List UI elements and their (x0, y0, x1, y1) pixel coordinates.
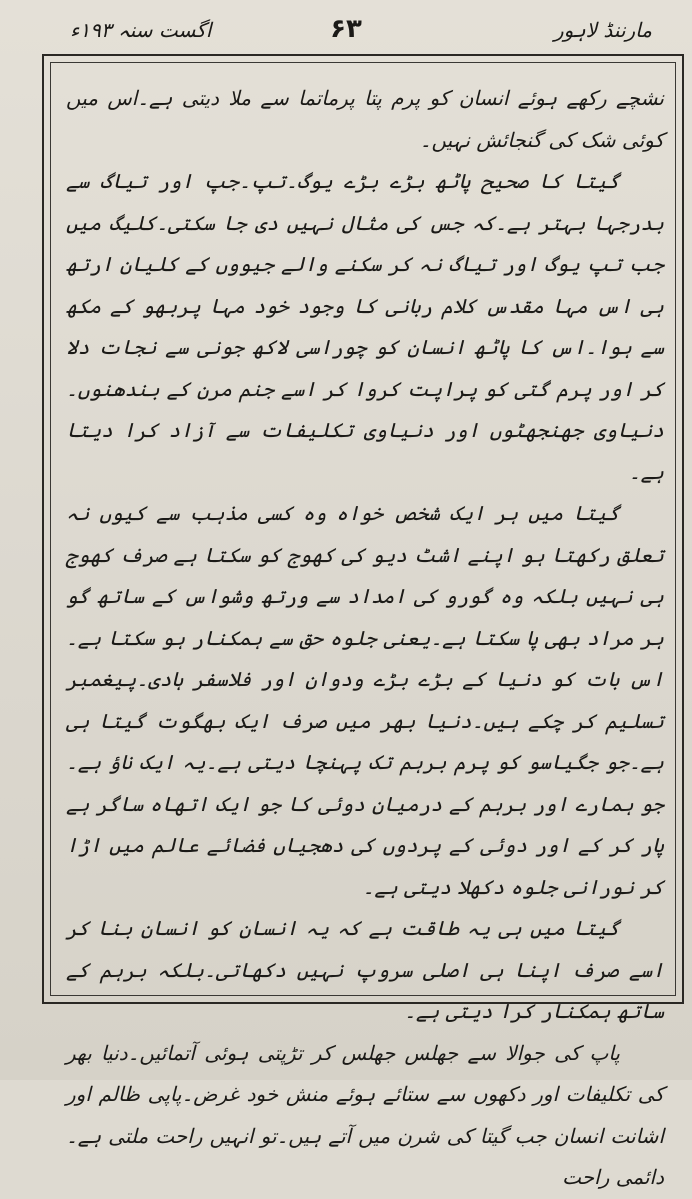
paragraph: گیتا میں ہی یہ طاقت ہے کہ یہ انسان کو انسان بنا کر اسے صرف اپنا ہی اصلی سروپ نہیں دکھاتی۔بلکہ برہم کے ساتھ ہمکنار کرا دیتی ہے۔ (66, 916, 664, 1023)
page-header (30, 12, 662, 52)
page-number: ۶۳ (330, 14, 362, 44)
paragraph: نشچے رکھے ہوئے انسان کو پرم پتا پرماتما سے ملا دیتی ہے۔اس میں کوئی شک کی گنجائش نہیں۔ (66, 86, 664, 152)
text-frame (42, 54, 684, 1189)
article-body (66, 78, 664, 1199)
paragraph: گیتا کا صحیح پاٹھ بڑے بڑے یوگ۔تپ۔جپ اور تیاگ سے بدرجہا بہتر ہے۔کہ جس کی مثال نہیں دی جا سکتی۔کلیگ میں جب تپ یوگ اور تیاگ نہ کر سکنے والے جیووں کے کلیان ارتھ ہی اس مہا مقدس کلام ربانی کا وجود خود مہا پربھو کے مکھ سے ہوا۔اس کا پاٹھ انسان کو چوراسی لاکھ جونی سے نجات دلا کر اور پرم گتی کو پراپت کروا کر اسے جنم مرن کے بندھنوں۔دنیاوی جھنجھٹوں اور دنیاوی تکلیفات سے آزاد کرا دیتا ہے۔ (66, 169, 664, 484)
paragraph: گیتا میں ہر ایک شخص خواہ وہ کسی مذہب سے کیوں نہ تعلق رکھتا ہو اپنے اشٹ دیو کی کھوج کو سکتا ہے صرف کھوج ہی نہیں بلکہ وہ گورو کی امداد سے ورتھ وشواس کے ساتھ گو ہر مراد بھی پا سکتا ہے۔یعنی جلوہ حق سے ہمکنار ہو سکتا ہے۔اس بات کو دنیا کے بڑے بڑے ودوان اور فلاسفر ہادی۔پیغمبر تسلیم کر چکے ہیں۔دنیا بھر میں صرف ایک بھگوت گیتا ہی ہے۔جو جگیاسو کو پرم برہم تک پہنچا دیتی ہے۔یہ ایک ناؤ ہے۔جو ہمارے اور برہم کے درمیان دوئی کا جو ایک اتھاہ ساگر ہے پار کر کے اور دوئی کے پردوں کی دھجیاں فضائے عالم میں اڑا کر نورانی جلوہ دکھلا دیتی ہے۔ (66, 501, 664, 899)
header-date: اگست سنہ ۱۹۳ء (70, 18, 212, 42)
paragraph: پاپ کی جوالا سے جھلس جھلس کر تڑپتی ہوئی آتمائیں۔دنیا بھر کی تکلیفات اور دکھوں سے ستائے ہوئے منش خود غرض۔پاپی ظالم اور اشانت انسان جب گیتا کی شرن میں آتے ہیں۔تو انہیں راحت ملتی ہے۔دائمی راحت (66, 1040, 664, 1189)
header-publication: مارننڈ لاہور (553, 18, 652, 42)
